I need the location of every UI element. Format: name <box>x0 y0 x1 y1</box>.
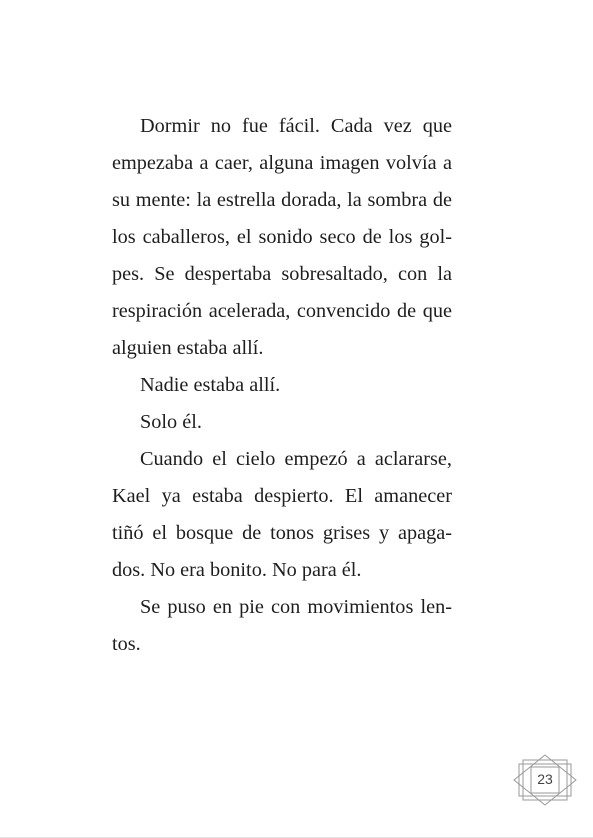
body-text <box>112 108 452 663</box>
paragraph-2: Nadie estaba allí. <box>140 374 281 396</box>
paragraph-1: Dormir no fue fácil. Cada vez que empezaba a caer, alguna imagen volvía a su mente: la estrella dorada, la sombra de los caballeros, el sonido seco de los gol-pes. Se despertaba sobresaltado, con la respiración acelerada, convencido de que alguien estaba allí. <box>112 115 452 359</box>
page-number-badge <box>513 754 577 806</box>
paragraph-3: Solo él. <box>140 411 202 433</box>
paragraph-4: Cuando el cielo empezó a aclararse, Kael ya estaba despierto. El amanecer tiñó el bosque de tonos grises y apaga-dos. No era bonito. No para él. <box>112 448 452 581</box>
paragraph-5: Se puso en pie con movimientos len-tos. <box>112 596 452 655</box>
page-number: 23 <box>537 771 553 787</box>
